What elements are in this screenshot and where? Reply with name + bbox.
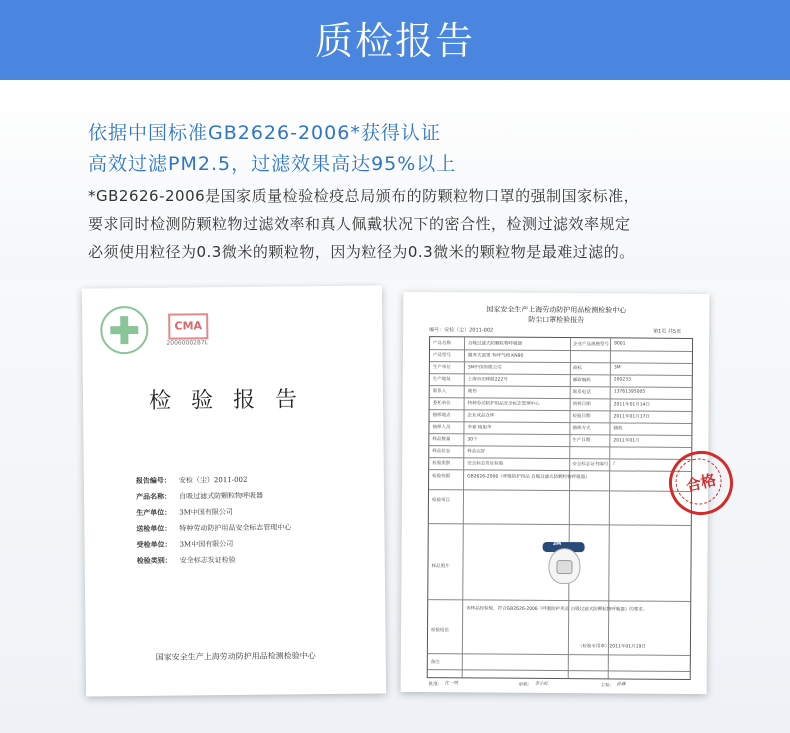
table-cell: 安全标志证书编号 [572,462,609,468]
field-product-name: 产品名称： 自吸过滤式防颗粒物呼吸器 [136,491,264,502]
safety-cross-logo-icon [100,306,149,355]
table-cell: 特种劳动防护用品安全标志管理中心 [467,401,540,407]
table-cell: 随机 [613,426,623,432]
stamp-text: 合格 [684,470,718,496]
table-cell: 3M中国有限公司 [467,365,502,371]
table-cell: 2011年01月 [613,438,640,444]
table-cell: 抽样方式 [572,426,591,432]
header-banner [0,0,790,80]
remarks-label: 备注 [430,660,440,666]
field-report-no: 报告编号： 安检（尘）2011-002 [135,475,248,486]
cma-logo-icon: CMA [168,313,208,339]
table-cell: 产品名称 [433,341,452,347]
field-manufacturer: 生产单位： 3M中国有限公司 [136,507,233,518]
approve-label: 批准： [428,682,443,688]
basis-text: GB2626-2006《呼吸防护用品 自吸过滤式防颗粒物呼吸器》 [467,474,590,481]
respirator-photo [538,538,588,588]
field-submitter: 送检单位： 特种劳动防护用品安全标志管理中心 [136,523,292,534]
table-cell: 商标 [572,366,582,372]
table-cell: 自吸过滤式防颗粒物呼吸器 [468,341,523,347]
description-line-3: 必须使用粒径为0.3微米的颗粒物，因为粒径为0.3微米的颗粒物是最难过滤的。 [88,243,635,261]
table-cell: 2011年01月14日 [613,402,651,408]
table-cell: 联系人 [432,389,447,395]
headline-efficiency: 高效过滤PM2.5，过滤效果高达95%以上 [88,153,457,175]
table-cell: 30个 [467,437,478,443]
table-cell: 13761395005 [613,389,646,395]
page-indicator: 第1页 共5页 [653,328,682,335]
table-cell: 检验日期 [572,414,591,420]
table-cell: 邮政编码 [572,378,591,384]
table-cell: 检验类别 [432,461,451,467]
table-cell: 样品状态 [432,449,451,455]
table-cell: 联系电话 [572,390,591,396]
table-cell: 生产单位 [432,365,451,371]
mask-brand: 3M [552,540,562,548]
table-cell: 样品数量 [432,437,451,443]
table-cell: 姚伟 [467,389,477,395]
review-signature: 李小红 [534,681,549,687]
conclusion-text: 该样品经检验，符合GB2626-2006《呼吸防护用品 自吸过滤式防颗粒物呼吸器》的要求。 [466,606,648,613]
report-table [427,336,693,680]
report-number: 编号：安检（尘）2011-002 [429,327,494,334]
field-inspected-unit: 受检单位： 3M中国有限公司 [136,539,234,550]
table-cell: / [613,461,615,467]
report-organization: 国家安全生产上海劳动防护用品检测检验中心 [486,305,627,315]
inspection-report-cover [82,285,386,696]
table-cell: 3M [613,365,621,371]
page-title: 质检报告 [314,19,475,63]
table-cell: 委托单位 [432,401,451,407]
items-label: 检验项目 [431,498,450,504]
description-line-2: 要求同时检测防颗粒物过滤效率和真人佩戴状况下的密合性，检测过滤效率规定 [88,215,631,233]
conclusion-label: 检验结论 [431,628,450,634]
dust-mask-report-page [401,292,710,694]
table-cell: 生产日期 [572,438,591,444]
conclusion-date: （检验专用章）2011年01月19日 [577,644,646,650]
table-cell: 企业成品仓库 [467,413,495,419]
table-cell: 样品完好 [467,449,486,455]
issuing-organization: 国家安全生产上海劳动防护用品检测检验中心 [155,651,316,662]
field-inspection-type: 检验类别： 安全标志发证检验 [136,555,236,566]
test-signature: 孙彝 [616,682,626,688]
review-label: 审核： [518,682,533,688]
table-cell: 抽样地点 [432,413,451,419]
cma-number: 2006000287L [166,339,209,347]
description-line-1: *GB2626-2006是国家质量检验检疫总局颁布的防颗粒物口罩的强制国家标准， [88,187,640,205]
photo-label: 样品照片 [431,564,450,570]
test-label: 主检： [600,683,615,689]
table-cell: 李豪 梅旭华 [467,425,492,431]
report-subtitle: 防尘口罩检验报告 [528,315,585,325]
table-cell: 随弃式面罩 有呼气阀 KN90 [467,353,524,359]
table-cell: 200233 [613,377,631,383]
headline-certification: 依据中国标准GB2626-2006*获得认证 [88,122,441,144]
table-cell: 上海市田林路222号 [467,377,508,383]
table-cell: 9001 [614,341,626,347]
report-title: 检验报告 [148,387,318,414]
table-cell: 安全标志发证检验 [467,461,504,467]
table-cell: 产品型号 [432,353,451,359]
approve-signature: 庄一鸣 [444,681,459,687]
basis-label: 检验依据 [432,474,451,480]
table-cell: 生产地址 [432,377,451,383]
table-cell: 企业产品规格型号 [573,342,610,348]
table-cell: 2011年01月17日 [613,414,650,420]
table-cell: 抽样人员 [432,425,451,431]
table-cell: 到样日期 [572,402,591,408]
